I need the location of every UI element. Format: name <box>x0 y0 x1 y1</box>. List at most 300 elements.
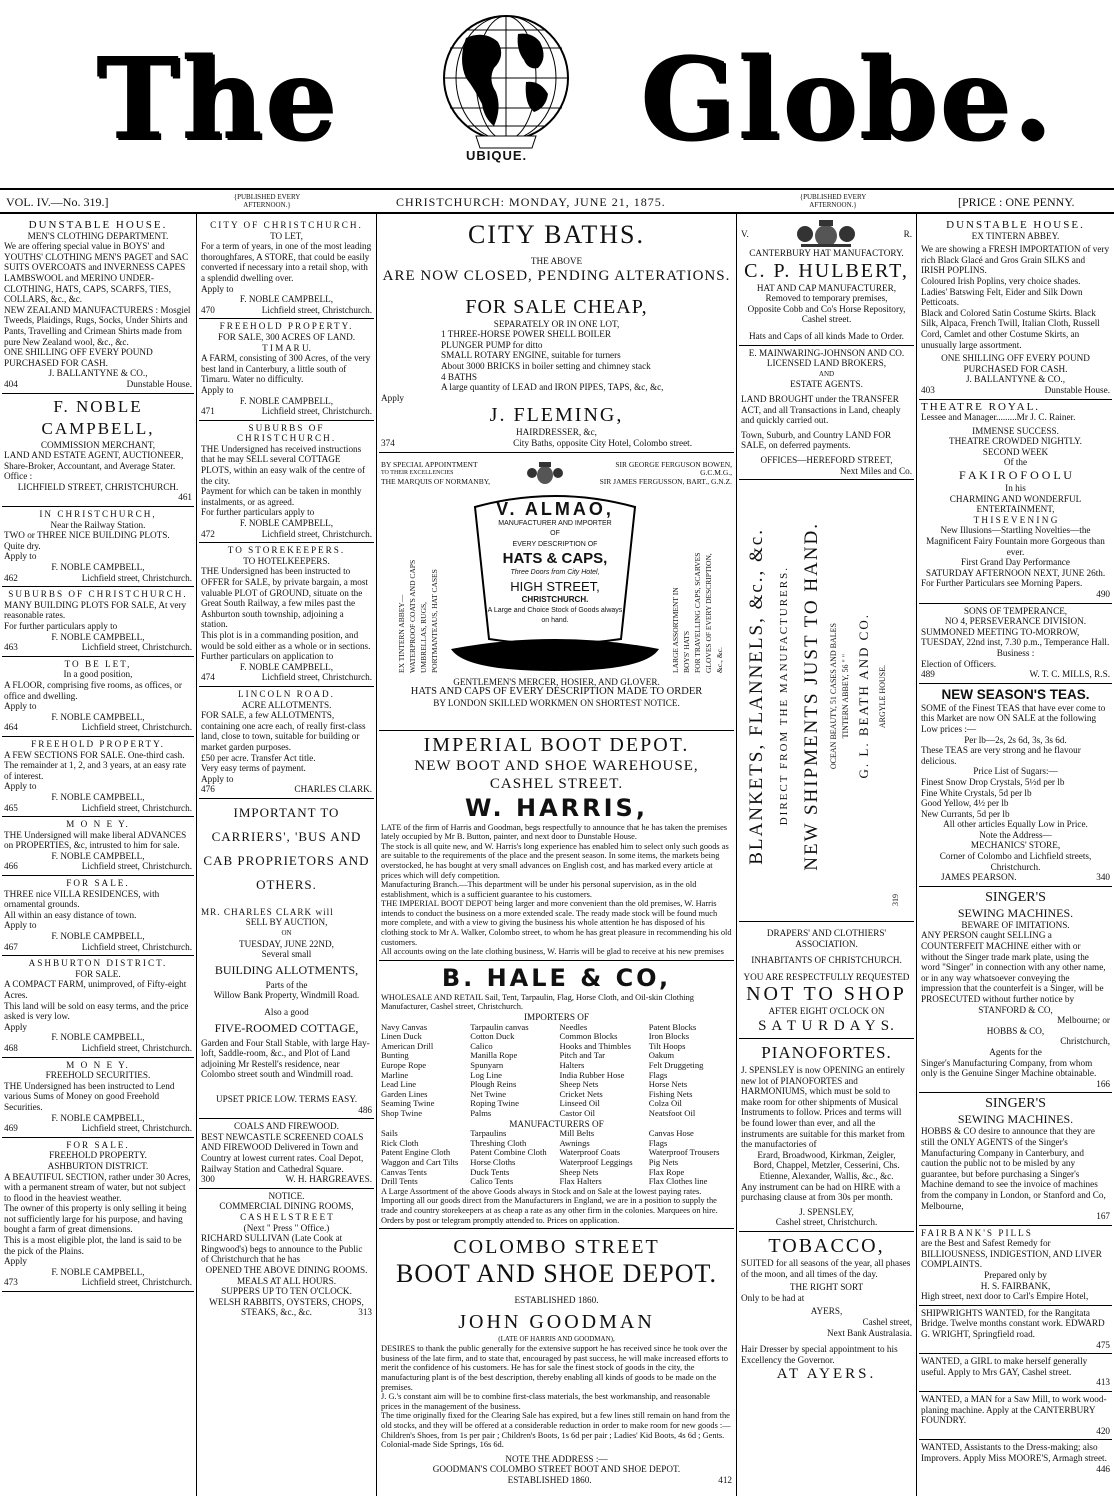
dining-body: RICHARD SULLIVAN (Late Cook at Ringwood's) begs to announce to the Public of Christchurch that he has <box>201 1233 363 1265</box>
ad-number: 465 <box>4 802 18 813</box>
ad-body: A BEAUTIFUL SECTION, rather under 30 Acres, with a permanent stream of water, but not subject to flood in the heaviest weather. <box>4 1171 191 1203</box>
ad-body: A FLOOR, comprising five rooms, as offices, or office and dwelling. <box>4 679 182 701</box>
ad-footer <box>4 803 192 814</box>
dining-rooms-ad <box>199 1189 374 1321</box>
ad-footer <box>4 861 192 872</box>
teas-ad <box>919 684 1112 887</box>
ayers: AYERS, <box>810 1306 843 1317</box>
hat-manufactory: CANTERBURY HAT MANUFACTORY. <box>749 248 904 258</box>
fairbank-address: High street, next door to Carl's Empire Hotel, <box>921 1291 1089 1302</box>
goods-item: Needles <box>559 1021 588 1032</box>
drapers: DRAPERS' AND CLOTHIERS' ASSOCIATION. <box>766 928 887 949</box>
importers-list <box>381 1023 732 1119</box>
carriers-auction-ad <box>199 799 374 1119</box>
notice-heading: NOTICE. <box>268 1190 305 1201</box>
goodman-late: (LATE OF HARRIS AND GOODMAN), <box>498 1334 615 1343</box>
auction-notice: MR. CHARLES CLARK will <box>201 906 334 917</box>
dining-meals: MEALS AT ALL HOURS. <box>236 1275 337 1286</box>
ad-subheading: MEN'S CLOTHING DEPARTMENT. <box>27 230 169 241</box>
side-left-3: UMBRELLAS, RUGS, <box>419 601 428 673</box>
goods-item: Calico Tents <box>470 1176 514 1187</box>
ad-number: 167 <box>1096 1211 1110 1222</box>
baths-item: PLUNGER PUMP for ditto <box>441 339 543 350</box>
col1-ad <box>2 394 194 508</box>
column-5 <box>919 218 1112 1496</box>
ad-number: 486 <box>358 1104 372 1115</box>
side-right-1: LARGE ASSORTMENT IN <box>671 586 680 673</box>
column-rule <box>736 214 737 1496</box>
goods-item: Tilt Hoops <box>648 1040 686 1051</box>
parts-of: Parts of the <box>265 979 308 990</box>
offices: OFFICES—HEREFORD STREET, <box>760 454 893 465</box>
ad-body: TWO or THREE NICE BUILDING PLOTS. Quite dry. <box>4 530 170 551</box>
ad-heading: F. NOBLE CAMPBELL, <box>41 396 155 438</box>
goods-item: Halters <box>559 1060 585 1070</box>
hat-of: OF <box>550 530 560 538</box>
sewing-machines: SEWING MACHINES. <box>957 905 1074 920</box>
five-roomed-cottage: FIVE-ROOMED COTTAGE, <box>214 1020 359 1035</box>
baths-item: SMALL ROTARY ENGINE, suitable for turners <box>441 350 621 361</box>
ad-heading: TO STOREKEEPERS. <box>227 545 346 556</box>
ad-body-2: All within an easy distance of town. <box>4 909 137 920</box>
col1-ad <box>2 737 194 817</box>
side-right-3: FOR TRAVELLING CAPS, SCARVES <box>693 552 702 673</box>
hat-hats-caps: HATS & CAPS, <box>502 550 608 568</box>
beath-vertical-ad <box>739 480 914 922</box>
ad-number: 463 <box>4 642 18 653</box>
spensley-name: J. SPENSLEY, <box>799 1206 854 1217</box>
assistants-wanted: WANTED, Assistants to the Dress-making; also Improvers. Apply Miss MOORE'S, Armagh street. <box>921 1442 1107 1463</box>
ad-apply: Apply to <box>4 551 37 562</box>
ad-signature: F. NOBLE CAMPBELL, <box>51 931 145 942</box>
licensed: LICENSED LAND BROKERS, <box>766 358 887 369</box>
hulbert-ad <box>739 218 914 346</box>
goods-item: Oakum <box>648 1050 675 1061</box>
col1-ad <box>2 218 194 394</box>
ad-signature: F. NOBLE CAMPBELL, <box>51 1112 145 1123</box>
melbourne: Melbourne; or <box>1057 1015 1110 1026</box>
ad-number: 461 <box>178 492 192 503</box>
not-to-shop: NOT TO SHOP <box>746 983 907 1006</box>
importers-heading: IMPORTERS OF <box>523 1012 590 1023</box>
snow-drop: Finest Snow Drop Crystals, 5½d per lb <box>921 776 1065 787</box>
singers-title-2: SINGER'S <box>985 1096 1046 1112</box>
upset-price: UPSET PRICE LOW. TERMS EASY. <box>215 1094 358 1104</box>
ad-heading: M O N E Y. <box>66 1059 130 1070</box>
estate-agents: ESTATE AGENTS. <box>790 379 863 390</box>
teas-body: SOME of the Finest TEAS that have ever come to this Market are now ON SALE at the following Low prices :— <box>921 702 1106 734</box>
ad-signature: F. NOBLE CAMPBELL, <box>51 1266 145 1277</box>
illusions: New Illusions—Startling Novelties—the Magnificent Fairy Fountain more Gorgeous than ever. <box>926 525 1105 557</box>
goods-item: Mill Belts <box>559 1128 595 1139</box>
side-right-2: BOYS' HATS <box>682 630 691 673</box>
goods-item: Tarpaulin canvas <box>470 1021 529 1032</box>
ad-signature: F. NOBLE CAMPBELL, <box>51 631 145 642</box>
dining-street: C A S H E L S T R E E T <box>240 1211 333 1222</box>
published-right: {PUBLISHED EVERY AFTERNOON.} <box>799 193 867 209</box>
ad-body-3: LICHFIELD STREET, CHRISTCHURCH. <box>17 481 179 492</box>
goods-item: Palms <box>470 1107 492 1118</box>
ad-number: 473 <box>4 1277 18 1288</box>
spensley-body: J. SPENSLEY is now OPENING an entirely new lot of PIANOFORTES and HARMONIUMS, which must be sold to make room for other shipments of Musical Instruments to follow. Prices and terms will be found lower than ever, and all the instruments are suitable for this market from the manufactories of <box>741 1065 905 1150</box>
ad-number: 300 <box>201 1174 215 1185</box>
ayers-bank: Next Bank Australasia. <box>827 1327 912 1338</box>
city-baths-ad <box>379 218 734 453</box>
ad-body-2: £50 per acre. Transfer Act title. <box>201 752 316 763</box>
fairbank-name: H. S. FAIRBANK, <box>980 1280 1051 1291</box>
hale-body-2: A Large Assortment of the above Goods always in Stock and on Sale at the lowest paying rates. Importing all our goods direct from the Manufacturers in England, we are in a position to supply the trade and country storekeepers at as cheap a rate as any other firm in the colonies. Marquees on hire. Orders by post or telegram promptly attended to. Prices on application. <box>381 1186 718 1225</box>
goods-item: Pitch and Tar <box>559 1050 606 1061</box>
goods-item: American Drill <box>381 1040 434 1051</box>
theatre-ad <box>919 400 1112 604</box>
ad-signature: F. NOBLE CAMPBELL, <box>239 518 334 529</box>
goods-item: Felt Druggeting <box>648 1060 704 1070</box>
lessee: Lessee and Manager.........Mr J. C. Rainer. <box>921 412 1076 423</box>
baths-title: CITY BATHS. <box>467 220 646 249</box>
royal-arms-icon <box>791 220 861 248</box>
ad-address: Lichfield street, Christchurch. <box>81 1123 192 1134</box>
ad-apply: Apply <box>4 1256 27 1267</box>
city-date: CHRISTCHURCH: MONDAY, JUNE 21, 1875. <box>396 195 666 209</box>
col1-ad <box>2 587 194 657</box>
ad-body: THE Undersigned has received instructions that he may SELL several COTTAGE PLOTS, within an easy walk of the centre of the city. <box>201 443 366 486</box>
established: ESTABLISHED 1860. <box>514 1295 599 1306</box>
ad-body-3: Very easy terms of payment. <box>201 763 306 774</box>
new-shipments: NEW SHIPMENTS JUST TO HAND. <box>801 521 822 871</box>
ad-body-2: For further particulars apply to <box>4 621 118 631</box>
assistants-ad <box>919 1440 1112 1477</box>
goods-item: Hooks and Thimbles <box>559 1040 631 1051</box>
ad-heading: FOR SALE. <box>66 878 130 889</box>
ad-number: 313 <box>358 1307 372 1318</box>
hat-every: EVERY DESCRIPTION OF <box>512 540 598 548</box>
ad-footer <box>4 1277 192 1288</box>
ad-number: 404 <box>4 378 18 389</box>
girl-ad <box>919 1354 1112 1392</box>
baths-item: A large quantity of LEAD and IRON PIPES, TAPS, &c, &c, <box>441 382 664 393</box>
ad-body-3: This is a most eligible plot, the land is said to be the pick of the Plains. <box>4 1235 182 1256</box>
ad-address: Lichfield street, Christchurch. <box>81 642 192 653</box>
ad-subheading: Near the Railway Station. <box>50 519 146 530</box>
volume-number: VOL. IV.—No. 319.] <box>6 195 109 209</box>
auction-on: ON <box>281 929 292 938</box>
tobacco-suited: SUITED for all seasons of the year, all phases of the moon, and all times of the day. <box>741 1257 911 1279</box>
currants: New Currants, 5d per lb <box>921 808 1010 819</box>
goods-item: Tarpaulins <box>470 1128 507 1139</box>
masthead-title-left: The <box>96 34 339 165</box>
ad-number: 374 <box>381 437 395 448</box>
ad-subheading: FREEHOLD SECURITIES. <box>45 1070 151 1081</box>
this-evening: T H I S E V E N I N G <box>973 514 1058 525</box>
manufacturers-list <box>381 1129 732 1187</box>
ad-number: 470 <box>201 304 215 315</box>
ad-body: A COMPACT FARM, unimproved, of Fifty-eight Acres. <box>4 979 187 1000</box>
ad-heading: M O N E Y. <box>66 819 130 830</box>
sewing-machines-2: SEWING MACHINES. <box>957 1112 1074 1127</box>
hobbs-body: HOBBS & CO desire to announce that they are still the ONLY AGENTS of the Singer's Manufacturing Company in Canterbury, and caution the public not to be misled by any guarantee, but before purchasing a Singer's Machine demand to see the invoice of machines from the company in London, or Stanford and Co, Melbourne, <box>921 1126 1106 1211</box>
royal-arms-icon <box>525 461 565 485</box>
important-line-1: IMPORTANT TO <box>233 804 340 820</box>
col1-ad <box>2 817 194 876</box>
ad-body-3: ONE SHILLING OFF EVERY POUND PURCHASED FOR CASH. <box>4 347 153 368</box>
ad-number: 474 <box>201 672 215 683</box>
ad-body-2: This land will be sold on easy terms, and the price asked is very low. <box>4 1000 189 1022</box>
spensley-address: Cashel street, Christchurch. <box>775 1217 878 1228</box>
ad-subheading: In a good position, <box>63 669 133 680</box>
piano-hire: Any instrument can be had on HIRE with a purchasing clause at from 30s per month. <box>741 1181 901 1203</box>
piano-makers: Erard, Broadwood, Kirkman, Zeigler, Bord, Chappel, Metzler, Cesserini, Chs. Etienne, Alexander, Wallis, &c., &c. <box>753 1149 900 1181</box>
sons: SONS OF TEMPERANCE, <box>963 605 1068 616</box>
ad-footer <box>201 529 372 540</box>
baths-closed: ARE NOW CLOSED, PENDING ALTERATIONS. <box>382 267 731 284</box>
fakir: F A K I R O F O O L U <box>959 468 1072 483</box>
ad-footer <box>4 379 192 390</box>
ad-body-2: Payment for which can be taken in monthly instalments, or as agreed. <box>201 486 362 507</box>
ad-number: 471 <box>201 406 215 417</box>
goods-item: Drill Tents <box>381 1176 418 1187</box>
ad-heading: TO BE LET, <box>64 658 132 669</box>
baths-item: About 3000 BRICKS in boiler setting and chimney stack <box>441 360 651 371</box>
fairbank-ad <box>919 1226 1112 1306</box>
land-body: LAND BROUGHT under the TRANSFER ACT, and all Transactions in Land, cheaply and quickly carried out. <box>741 393 901 426</box>
after-eight: AFTER EIGHT O'CLOCK ON <box>768 1006 885 1017</box>
ad-address: Lichfield street, Christchurch. <box>81 722 192 733</box>
goods-item: Sheep Nets <box>559 1079 599 1090</box>
ad-apply: Apply to <box>201 773 234 784</box>
goods-item: Flags <box>648 1137 668 1148</box>
next-miles: Next Miles and Co. <box>840 465 912 476</box>
imperial-title: IMPERIAL BOOT DEPOT. <box>423 733 690 756</box>
further-particulars: For Further Particulars see Morning Papers. <box>921 578 1083 589</box>
man-wanted: WANTED, a MAN for a Saw Mill, to work wood-planing machine. Apply at the CANTERBURY FOUNDRY. <box>921 1394 1107 1426</box>
ad-subheading: TO LET, <box>270 230 303 241</box>
hulbert-name: C. P. HULBERT, <box>744 259 909 282</box>
singers-title: SINGER'S <box>985 889 1046 905</box>
note-address: NOTE THE ADDRESS :— <box>505 1453 608 1464</box>
goods-item: Iron Blocks <box>648 1031 690 1042</box>
coloured: Coloured Irish Poplins, very choice shades. <box>921 275 1081 286</box>
column-1 <box>2 218 194 1496</box>
hair-dresser: Hair Dresser by special appointment to his Excellency the Governor. <box>741 1344 898 1365</box>
goods-item: Flax Halters <box>559 1176 602 1187</box>
ad-subheading: TO HOTELKEEPERS. <box>243 555 330 566</box>
goods-item: Duck Tents <box>470 1166 510 1177</box>
ad-body-2: The owner of this property is only selling it being not sufficiently large for his purpose, and having bought a farm of great dimensions. <box>4 1203 187 1235</box>
goodman-name: JOHN GOODMAN <box>458 1310 655 1333</box>
ad-heading: FOR SALE. <box>66 1139 130 1150</box>
goods-item: Canvas Hose <box>648 1128 694 1139</box>
teas-title: NEW SEASON'S TEAS. <box>941 686 1090 702</box>
pianofortes: PIANOFORTES. <box>761 1043 892 1063</box>
col1-ad <box>2 1058 194 1138</box>
auction-several: Several small <box>261 949 312 960</box>
stanford: STANFORD & CO, <box>978 1004 1053 1015</box>
ad-signature: F. NOBLE CAMPBELL, <box>51 850 145 861</box>
goods-item: India Rubber Hose <box>559 1069 625 1080</box>
tintern-abbey: TINTERN ABBEY, 56 " " <box>841 653 850 739</box>
ad-subheading: FREEHOLD PROPERTY. <box>49 1150 147 1161</box>
ad-apply: Apply to <box>4 781 37 792</box>
ad-number: 469 <box>4 1123 18 1134</box>
dining-steaks: STEAKS, &c., &c. <box>241 1307 312 1318</box>
column-4 <box>739 218 914 1496</box>
fairbank-body: are the Best and Safest Remedy for BILLIOUSNESS, INDIGESTION, AND LIVER COMPLAINTS. <box>921 1238 1102 1270</box>
important-line-3: CAB PROPRIETORS AND <box>203 852 370 868</box>
baths-items <box>441 329 732 393</box>
charming: CHARMING AND WONDERFUL ENTERTAINMENT, <box>949 493 1082 515</box>
singer-hobbs-ad <box>919 1093 1112 1225</box>
christchurch: Christchurch, <box>1060 1036 1110 1047</box>
goods-item: Flags <box>648 1069 668 1080</box>
goods-item: Patent Combine Cloth <box>470 1147 547 1158</box>
ayers-address: Cashel street, <box>862 1316 912 1327</box>
show-body: We are showing a FRESH IMPORTATION of very rich Black Glacé and Gros Grain SILKS and IRISH POPLINS. <box>921 244 1110 276</box>
mainwaring-ad <box>739 346 914 481</box>
goods-item: Manilla Rope <box>470 1050 518 1061</box>
mainwaring-name: E. MAINWARING-JOHNSON AND CO. <box>748 347 905 358</box>
manufacturers-heading: MANUFACTURERS OF <box>509 1118 604 1129</box>
at-ayers: AT AYERS. <box>776 1366 877 1383</box>
coals-signature: W. H. HARGREAVES. <box>285 1174 372 1185</box>
also-good: Also a good <box>264 1007 309 1018</box>
ad-heading: IN CHRISTCHURCH, <box>39 509 157 520</box>
goods-item: Calico <box>470 1040 493 1051</box>
dining-suppers: SUPPERS UP TO TEN O'CLOCK. <box>221 1286 352 1297</box>
hat-side-left <box>397 493 440 673</box>
ad-address: Lichfield street, Christchurch. <box>261 304 372 315</box>
coals-ad <box>199 1119 374 1189</box>
goods-item: Waterproof Coats <box>559 1147 621 1158</box>
ad-heading: CITY OF CHRISTCHURCH. <box>210 220 363 230</box>
ad-heading: SUBURBS OF CHRISTCHURCH. <box>8 589 188 600</box>
goods-item: Plough Reins <box>470 1079 517 1090</box>
hat-manufacturer: MANUFACTURER AND IMPORTER <box>498 519 612 527</box>
goods-item: Net Twine <box>470 1088 507 1099</box>
ad-footer <box>201 672 372 683</box>
bowen: SIR GEORGE FERGUSON BOWEN, <box>615 459 732 469</box>
goods-item: Linseed Oil <box>559 1098 600 1109</box>
ad-signature: F. NOBLE CAMPBELL, <box>51 711 145 722</box>
black-skirts: Black and Colored Satin Costume Skirts. Black Silk, Alpaca, French Twill, Italian Cloth, Russell Cord, Camlet and other Costume Skirts, an unusually large assortment. <box>921 307 1100 350</box>
published-left: {PUBLISHED EVERY AFTERNOON.} <box>233 193 301 209</box>
coals-heading: COALS AND FIREWOOD. <box>234 1121 339 1132</box>
beware-body: ANY PERSON caught SELLING a COUNTERFEIT MACHINE either with or without the Singer trade mark plate, using the word "Singer" in connection with any other name, or in any way whatsoever conveying the impression that the counterfeit is a Singer, will be PROSECUTED without further notice by <box>921 930 1106 1004</box>
masthead <box>0 0 1114 188</box>
col1-ad <box>2 1138 194 1292</box>
ad-number: 340 <box>1096 872 1110 883</box>
ad-signature: CHARLES CLARK. <box>294 784 372 795</box>
goods-item: Navy Canvas <box>381 1021 428 1032</box>
column-rule <box>376 214 377 1496</box>
ad-signature: F. NOBLE CAMPBELL, <box>51 1032 145 1043</box>
ad-apply: Apply to <box>201 384 234 395</box>
ad-number: 464 <box>4 722 18 733</box>
direct: DIRECT FROM THE MANUFACTURERS. <box>778 566 790 826</box>
saturday: SATURDAY AFTERNOON NEXT, JUNE 26th. <box>925 567 1106 578</box>
ad-number: 319 <box>891 894 900 907</box>
ad-footer <box>201 784 372 795</box>
ad-address: Lichfield street, Christchurch. <box>261 406 372 417</box>
singers-co: Singer's Manufacturing Company, from whom only is the Genuine Singer Machine obtainable. <box>921 1057 1097 1079</box>
mechanics: MECHANICS' STORE, <box>970 840 1061 851</box>
ballantyne-address: Dunstable House. <box>1044 384 1110 395</box>
goods-item: Castor Oil <box>559 1107 596 1118</box>
in-his: In his <box>1005 483 1026 494</box>
ad-heading: ASHBURTON DISTRICT. <box>28 958 168 969</box>
apply-label: Apply <box>381 392 404 403</box>
saturdays: S A T U R D A Y S. <box>758 1018 895 1035</box>
col1-ad <box>2 657 194 737</box>
shipwrights: SHIPWRIGHTS WANTED, for the Rangitata Bridge. Twelve months constant work. EDWARD G. WRIGHT, Springfield road. <box>921 1307 1105 1340</box>
all-other: All other articles Equally Low in Price. <box>943 819 1088 830</box>
ad-number: 462 <box>4 572 18 583</box>
ad-apply: Apply to <box>4 920 37 931</box>
ad-body: A FEW SECTIONS FOR SALE. One-third cash. The remainder at 1, 2, and 3 years, at an easy rate of interest. <box>4 749 187 781</box>
goods-item: Cricket Nets <box>559 1088 603 1099</box>
good-yellow: Good Yellow, 4½ per lb <box>921 798 1009 809</box>
goods-item: Flax Rope <box>648 1166 685 1177</box>
tobacco: TOBACCO, <box>768 1234 885 1257</box>
ad-body-2: This plot is in a commanding position, and would be sold either as a whole or in sections. <box>201 629 371 651</box>
goods-item: Sails <box>381 1128 398 1139</box>
goods-item: Seaming Twine <box>381 1098 435 1109</box>
goods-item: Marline <box>381 1069 409 1080</box>
hobbs: HOBBS & CO, <box>986 1025 1045 1036</box>
ad-number: 467 <box>4 941 18 952</box>
opposite: Opposite Cobb and Co's Horse Repository, Cashel street. <box>747 303 906 325</box>
colombo-street: COLOMBO STREET <box>453 1236 660 1259</box>
hat-side-right <box>671 493 725 673</box>
goods-item: Colza Oil <box>648 1098 682 1109</box>
right-sort: THE RIGHT SORT <box>789 1282 864 1293</box>
ad-body-3: Further particulars on application to <box>201 651 334 662</box>
fleming-trade: HAIRDRESSER, &c, <box>516 427 597 438</box>
london-line: BY LONDON SKILLED WORKMEN ON SHORTEST NOTICE. <box>433 697 680 708</box>
ex-tintern: EX TINTERN ABBEY. <box>971 230 1060 241</box>
shipwrights-ad <box>919 1306 1112 1354</box>
ad-apply: Apply <box>4 1021 27 1032</box>
goods-item: Awnings <box>559 1137 590 1148</box>
ad-apply: Apply to <box>4 701 37 712</box>
dunstable-ad <box>919 218 1112 400</box>
corner: Corner of Colombo and Lichfield streets, Christchurch. <box>939 851 1092 872</box>
almao-hat-ad <box>379 453 734 731</box>
goods-item: Sheep Nets <box>559 1166 599 1177</box>
harris-body-3: Manufacturing Branch.—This department will be under his personal supervision, as in the old establishment, which is a sufficient guarantee to his customers. <box>381 880 697 899</box>
singer-beware-ad <box>919 887 1112 1094</box>
important-line-2: CARRIERS', 'BUS AND <box>211 828 362 844</box>
harris-body-1: LATE of the firm of Harris and Goodman, begs respectfully to announce that he has taken the premises lately occupied by Mr B. Button, painter, and next door to Dunstable House. <box>381 822 728 842</box>
col1-ad <box>2 876 194 956</box>
ad-number: 475 <box>1096 1339 1110 1350</box>
baths-item: 4 BATHS <box>441 371 477 382</box>
hale-ad <box>379 961 734 1229</box>
ad-signature: F. NOBLE CAMPBELL, <box>239 294 334 305</box>
appointment: BY SPECIAL APPOINTMENT <box>381 459 478 469</box>
marquis: THE MARQUIS OF NORMANBY, <box>381 476 491 486</box>
pearson: JAMES PEARSON. <box>941 872 1017 883</box>
division: NO 4, PERSEVERANCE DIVISION. <box>944 616 1087 627</box>
hat-high-street: HIGH STREET, <box>510 578 600 594</box>
dunstable-title: DUNSTABLE HOUSE. <box>946 219 1085 231</box>
vr-v: V. <box>741 228 749 239</box>
goods-item: Patent Engine Cloth <box>381 1147 451 1158</box>
fairbank-title: FAIRBANK'S PILLS <box>921 1227 1033 1238</box>
ad-subheading-2: ASHBURTON DISTRICT. <box>47 1160 149 1171</box>
ad-signature: J. BALLANTYNE & CO., <box>48 368 148 379</box>
hat-three-doors: Three Doors from City Hotel, <box>510 569 600 577</box>
hats-order-line: HATS AND CAPS OF EVERY DESCRIPTION MADE TO ORDER <box>410 686 703 698</box>
